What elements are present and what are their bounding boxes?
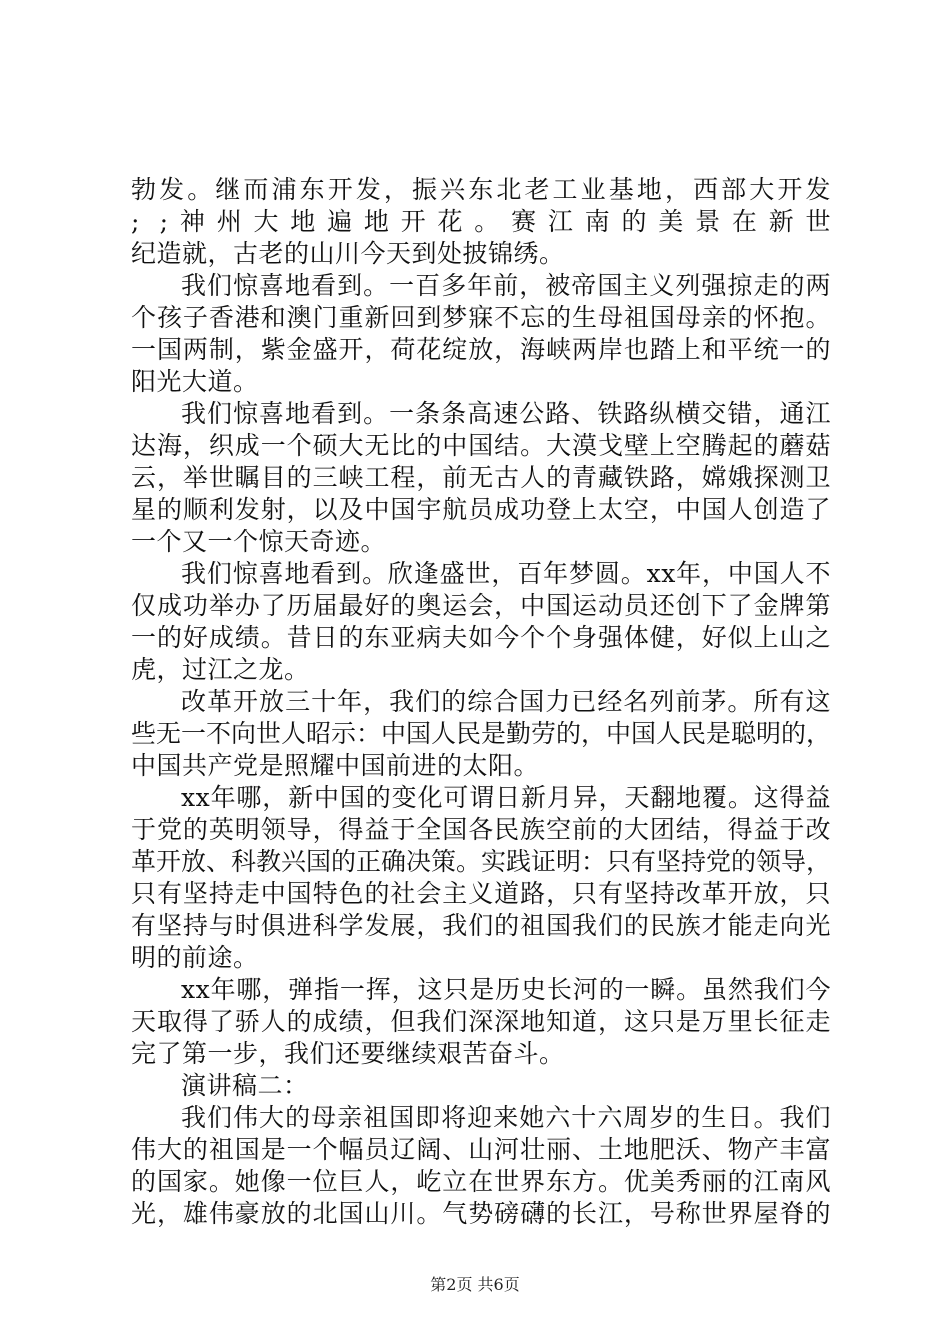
- text-line: 的国家。她像一位巨人，屹立在世界东方。优美秀丽的江南风: [131, 1167, 831, 1196]
- text-line: 有坚持与时俱进科学发展，我们的祖国我们的民族才能走向光: [131, 911, 831, 940]
- text-line: 光，雄伟豪放的北国山川。气势磅礴的长江，号称世界屋脊的: [131, 1199, 831, 1228]
- text-line: 一的好成绩。昔日的东亚病夫如今个个身强体健，好似上山之: [131, 623, 831, 652]
- text-line: xx年哪，弹指一挥，这只是历史长河的一瞬。虽然我们今: [181, 975, 831, 1004]
- text-line: 个孩子香港和澳门重新回到梦寐不忘的生母祖国母亲的怀抱。: [131, 303, 831, 332]
- text-line: 于党的英明领导，得益于全国各民族空前的大团结，得益于改: [131, 815, 831, 844]
- text-line: 完了第一步，我们还要继续艰苦奋斗。: [131, 1039, 565, 1068]
- text-line: 演讲稿二：: [181, 1071, 309, 1100]
- text-line: 中国共产党是照耀中国前进的太阳。: [131, 751, 540, 780]
- text-line: 我们惊喜地看到。一百多年前，被帝国主义列强掠走的两: [181, 271, 831, 300]
- text-line: 云，举世瞩目的三峡工程，前无古人的青藏铁路，嫦娥探测卫: [131, 463, 831, 492]
- text-line: 伟大的祖国是一个幅员辽阔、山河壮丽、土地肥沃、物产丰富: [131, 1135, 831, 1164]
- text-line: 革开放、科教兴国的正确决策。实践证明：只有坚持党的领导，: [131, 847, 832, 876]
- text-line: xx年哪，新中国的变化可谓日新月异，天翻地覆。这得益: [181, 783, 831, 812]
- text-line: 阳光大道。: [131, 367, 259, 396]
- text-line: 勃发。继而浦东开发，振兴东北老工业基地，西部大开发: [131, 175, 831, 204]
- text-line: 纪造就，古老的山川今天到处披锦绣。: [131, 239, 565, 268]
- text-line: 虎，过江之龙。: [131, 655, 310, 684]
- text-line: 星的顺利发射，以及中国宇航员成功登上太空，中国人创造了: [131, 495, 831, 524]
- text-line: 改革开放三十年，我们的综合国力已经名列前茅。所有这: [181, 687, 831, 716]
- text-line: 明的前途。: [131, 943, 259, 972]
- text-line: 我们伟大的母亲祖国即将迎来她六十六周岁的生日。我们: [181, 1103, 831, 1132]
- text-line: 只有坚持走中国特色的社会主义道路，只有坚持改革开放，只: [131, 879, 831, 908]
- text-line: 我们惊喜地看到。一条条高速公路、铁路纵横交错，通江: [181, 399, 831, 428]
- text-line: 仅成功举办了历届最好的奥运会，中国运动员还创下了金牌第: [131, 591, 831, 620]
- body-text: [131, 174, 831, 1230]
- text-line: 些无一不向世人昭示：中国人民是勤劳的，中国人民是聪明的，: [131, 719, 832, 748]
- text-line: 达海，织成一个硕大无比的中国结。大漠戈壁上空腾起的蘑菇: [131, 431, 831, 460]
- text-line: ; ;神州大地遍地开花。赛江南的美景在新世: [131, 207, 831, 236]
- text-line: 天取得了骄人的成绩，但我们深深地知道，这只是万里长征走: [131, 1007, 831, 1036]
- text-line: 我们惊喜地看到。欣逢盛世，百年梦圆。xx年，中国人不: [181, 559, 831, 588]
- page-footer: 第2页 共6页: [430, 1275, 520, 1294]
- text-line: 一国两制，紫金盛开，荷花绽放，海峡两岸也踏上和平统一的: [131, 335, 831, 364]
- text-line: 一个又一个惊天奇迹。: [131, 527, 387, 556]
